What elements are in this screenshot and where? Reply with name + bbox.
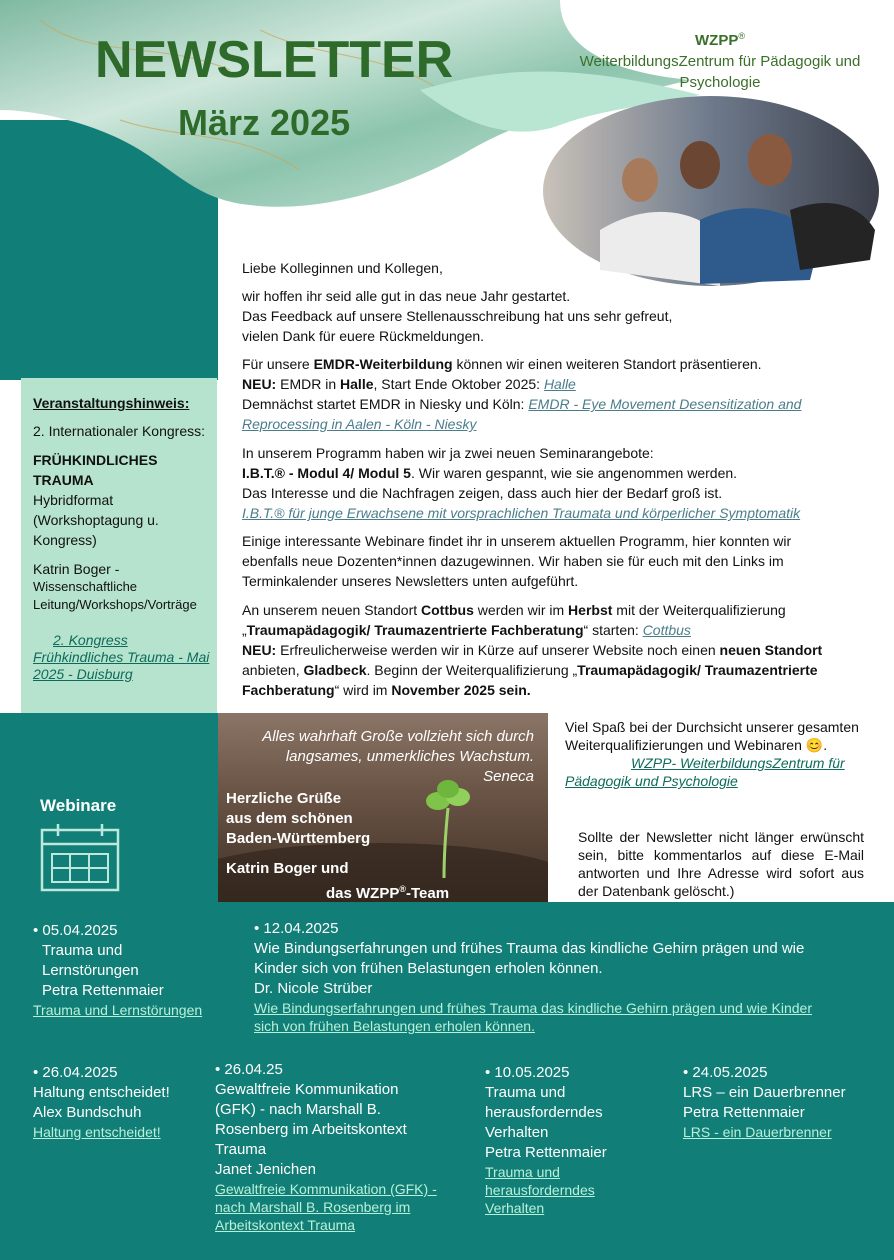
text: werden wir im xyxy=(473,602,569,618)
webinar-item xyxy=(215,1060,470,1234)
intro-line: wir hoffen ihr seid alle gut in das neue Jahr gestartet. xyxy=(242,288,571,304)
quote-line: Alles wahrhaft Große vollzieht sich durch xyxy=(262,728,534,745)
text-bold: Cottbus xyxy=(421,602,474,618)
sidebar-role: Wissenschaftliche Leitung/Workshops/Vorträge xyxy=(33,579,197,612)
webinar-speaker: Alex Bundschuh xyxy=(33,1104,142,1121)
text-bold: Halle xyxy=(340,376,374,392)
text-bold: Traumapädagogik/ Traumazentrierte Fachberatung xyxy=(246,622,584,638)
signature-line: das WZPP xyxy=(326,885,400,902)
text-bold: Fachberatung xyxy=(242,682,335,698)
text: In unserem Programm haben wir ja zwei neuen Seminarangebote: xyxy=(242,445,654,461)
org-header xyxy=(555,26,885,93)
webinar-link[interactable]: nach Marshall B. Rosenberg im xyxy=(215,1199,411,1215)
webinar-title: Kinder sich von frühen Belastungen erholen können. xyxy=(254,960,603,977)
sidebar-heading: Veranstaltungshinweis: xyxy=(33,395,190,411)
webinar-link[interactable]: herausforderndes xyxy=(485,1182,595,1198)
webinar-speaker: Petra Rettenmaier xyxy=(42,982,164,999)
closing-line: Viel Spaß bei der Durchsicht unserer gesamten xyxy=(565,719,859,735)
webinar-title: Rosenberg im Arbeitskontext xyxy=(215,1121,407,1138)
unsubscribe-notice: Sollte der Newsletter nicht länger erwünscht sein, bitte kommentarlos auf diese E-Mail antworten und Ihre Adresse wird sofort aus der Datenbank gelöscht.) xyxy=(578,829,864,899)
newsletter-month: März 2025 xyxy=(178,102,351,143)
webinar-speaker: Petra Rettenmaier xyxy=(683,1104,805,1121)
text-bold: November 2025 xyxy=(391,682,495,698)
text: ebenfalls neue Dozenten*innen dazugewinnen. Wir haben sie für euch mit den Links im xyxy=(242,553,784,569)
text-bold: NEU: xyxy=(242,376,277,392)
webinar-title: Trauma und xyxy=(42,942,123,959)
text: Das Interesse und die Nachfragen zeigen, dass auch hier der Bedarf groß ist. xyxy=(242,485,723,501)
text-bold: NEU: xyxy=(242,642,277,658)
text-bold: EMDR-Weiterbildung xyxy=(313,356,453,372)
org-line1: WeiterbildungsZentrum für Pädagogik und xyxy=(579,53,861,70)
text: . Wir waren gespannt, wie sie angenommen werden. xyxy=(410,465,738,481)
greeting-line: aus dem schönen xyxy=(226,810,353,827)
webinar-date: • 05.04.2025 xyxy=(33,922,118,939)
text: Erfreulicherweise werden wir in Kürze auf unserer Website noch einen xyxy=(276,642,720,658)
intro-line: Das Feedback auf unsere Stellenausschreibung hat uns sehr gefreut, xyxy=(242,308,673,324)
webinar-speaker: Janet Jenichen xyxy=(215,1161,316,1178)
webinar-title: Trauma xyxy=(215,1141,267,1158)
ibt-paragraph xyxy=(242,443,872,523)
congress-link[interactable]: 2. Kongress Frühkindliches Trauma - Mai 2025 - Duisburg xyxy=(33,632,210,682)
webinar-item xyxy=(33,921,223,1019)
text: mit der Weiterqualifizierung xyxy=(612,602,786,618)
greeting-line: Baden-Württemberg xyxy=(226,830,371,847)
webinare-title: Webinare xyxy=(40,796,117,815)
webinar-title: Gewaltfreie Kommunikation xyxy=(215,1081,399,1098)
greeting: Liebe Kolleginnen und Kollegen, xyxy=(242,260,443,276)
webinar-date: • 12.04.2025 xyxy=(254,920,339,937)
webinar-date: • 26.04.25 xyxy=(215,1061,283,1078)
text: , Start Ende Oktober 2025: xyxy=(373,376,544,392)
webinar-date: • 24.05.2025 xyxy=(683,1064,768,1081)
text: können wir einen weiteren Standort präsentieren. xyxy=(452,356,762,372)
quote-author: Seneca xyxy=(483,768,534,785)
closing-text xyxy=(565,718,880,790)
text: „ xyxy=(242,622,247,638)
sidebar-topic: FRÜHKINDLICHES TRAUMA xyxy=(33,452,158,488)
signature-line: -Team xyxy=(406,885,450,902)
signature-line: Katrin Boger und xyxy=(226,860,349,877)
text: anbieten, xyxy=(242,662,304,678)
cottbus-paragraph xyxy=(242,600,872,700)
webinar-date: • 10.05.2025 xyxy=(485,1064,570,1081)
webinar-item xyxy=(683,1063,883,1141)
wzpp-website-link[interactable]: WZPP- WeiterbildungsZentrum für Pädagogik und Psychologie xyxy=(565,755,845,789)
text: . xyxy=(823,737,828,753)
webinar-link[interactable]: Wie Bindungserfahrungen und frühes Trauma das kindliche Gehirn prägen und wie Kinder xyxy=(254,1000,813,1016)
closing-line: Weiterqualifizierungen und Webinaren xyxy=(565,737,802,753)
webinar-title: Trauma und xyxy=(485,1084,566,1101)
text: EMDR in xyxy=(276,376,341,392)
webinar-speaker: Dr. Nicole Strüber xyxy=(254,980,373,997)
webinar-link[interactable]: Trauma und Lernstörungen xyxy=(33,1002,203,1018)
text-bold: Gladbeck xyxy=(303,662,367,678)
event-sidebar xyxy=(21,378,217,713)
text-bold: neuen Standort xyxy=(719,642,823,658)
intro-line: vielen Dank für euere Rückmeldungen. xyxy=(242,328,485,344)
webinar-link[interactable]: Verhalten xyxy=(485,1200,545,1216)
webinar-link[interactable]: Trauma und xyxy=(485,1164,560,1180)
text: “ starten: xyxy=(583,622,643,638)
org-brand-sup: ® xyxy=(738,31,745,41)
webinar-item xyxy=(254,919,884,1035)
text: Einige interessante Webinare findet ihr in unserem aktuellen Programm, hier konnten wir xyxy=(242,533,792,549)
sidebar-congress: 2. Internationaler Kongress: xyxy=(33,423,205,439)
webinar-speaker: Petra Rettenmaier xyxy=(485,1144,607,1161)
sidebar-name: Katrin Boger - xyxy=(33,561,120,577)
cottbus-link[interactable]: Cottbus xyxy=(642,622,691,638)
emdr-link[interactable]: EMDR - Eye Movement Desensitization and xyxy=(528,396,802,412)
webinar-link[interactable]: Gewaltfreie Kommunikation (GFK) - xyxy=(215,1181,437,1197)
webinar-title: Wie Bindungserfahrungen und frühes Trauma das kindliche Gehirn prägen und wie xyxy=(254,940,805,957)
webinar-link[interactable]: Haltung entscheidet! xyxy=(33,1124,161,1140)
webinar-item xyxy=(33,1063,213,1141)
ibt-link[interactable]: I.B.T.® für junge Erwachsene mit vorsprachlichen Traumata und körperlicher Symptomatik xyxy=(242,505,801,521)
webinar-title: (GFK) - nach Marshall B. xyxy=(215,1101,381,1118)
newsletter-title: NEWSLETTER xyxy=(95,31,454,89)
emdr-link-cont[interactable]: Reprocessing in Aalen - Köln - Niesky xyxy=(242,416,477,432)
text-bold: Herbst xyxy=(568,602,613,618)
signature-sup: ® xyxy=(399,884,406,894)
webinar-link[interactable]: sich von frühen Belastungen erholen können. xyxy=(254,1018,535,1034)
text-bold: I.B.T.® - Modul 4/ Modul 5 xyxy=(242,465,411,481)
text: Demnächst startet EMDR in Niesky und Köln: xyxy=(242,396,529,412)
quote-image xyxy=(218,713,548,905)
org-brand: WZPP xyxy=(695,32,739,49)
quote-line: langsames, unmerkliches Wachstum. xyxy=(285,748,534,765)
text: “ wird im xyxy=(334,682,392,698)
webinar-title: Lernstörungen xyxy=(42,962,139,979)
greeting-line: Herzliche Grüße xyxy=(226,790,342,807)
webinar-title: herausforderndes xyxy=(485,1104,603,1121)
calendar-icon xyxy=(40,822,120,892)
webinar-item xyxy=(485,1063,665,1217)
intro-paragraph xyxy=(242,286,872,346)
webinar-title: Haltung entscheidet! xyxy=(33,1084,170,1101)
smile-emoji-icon: 😊 xyxy=(805,737,824,753)
org-line2: Psychologie xyxy=(679,74,761,91)
text: An unserem neuen Standort xyxy=(242,602,422,618)
sidebar-format: Hybridformat (Workshoptagung u. Kongress) xyxy=(33,492,159,548)
webinar-title: Verhalten xyxy=(485,1124,549,1141)
webinar-title: LRS – ein Dauerbrenner xyxy=(683,1084,846,1101)
text: Terminkalender unseres Newsletters unten aufgeführt. xyxy=(242,573,579,589)
webinare-paragraph xyxy=(242,531,872,591)
webinar-date: • 26.04.2025 xyxy=(33,1064,118,1081)
webinar-link[interactable]: LRS - ein Dauerbrenner xyxy=(683,1124,832,1140)
emdr-paragraph xyxy=(242,354,872,434)
text-bold: Traumapädagogik/ Traumazentrierte xyxy=(577,662,818,678)
text: Für unsere xyxy=(242,356,314,372)
text: . Beginn der Weiterqualifizierung „ xyxy=(366,662,578,678)
text: sein. xyxy=(494,682,531,698)
halle-link[interactable]: Halle xyxy=(543,376,576,392)
webinar-link[interactable]: Arbeitskontext Trauma xyxy=(215,1217,356,1233)
